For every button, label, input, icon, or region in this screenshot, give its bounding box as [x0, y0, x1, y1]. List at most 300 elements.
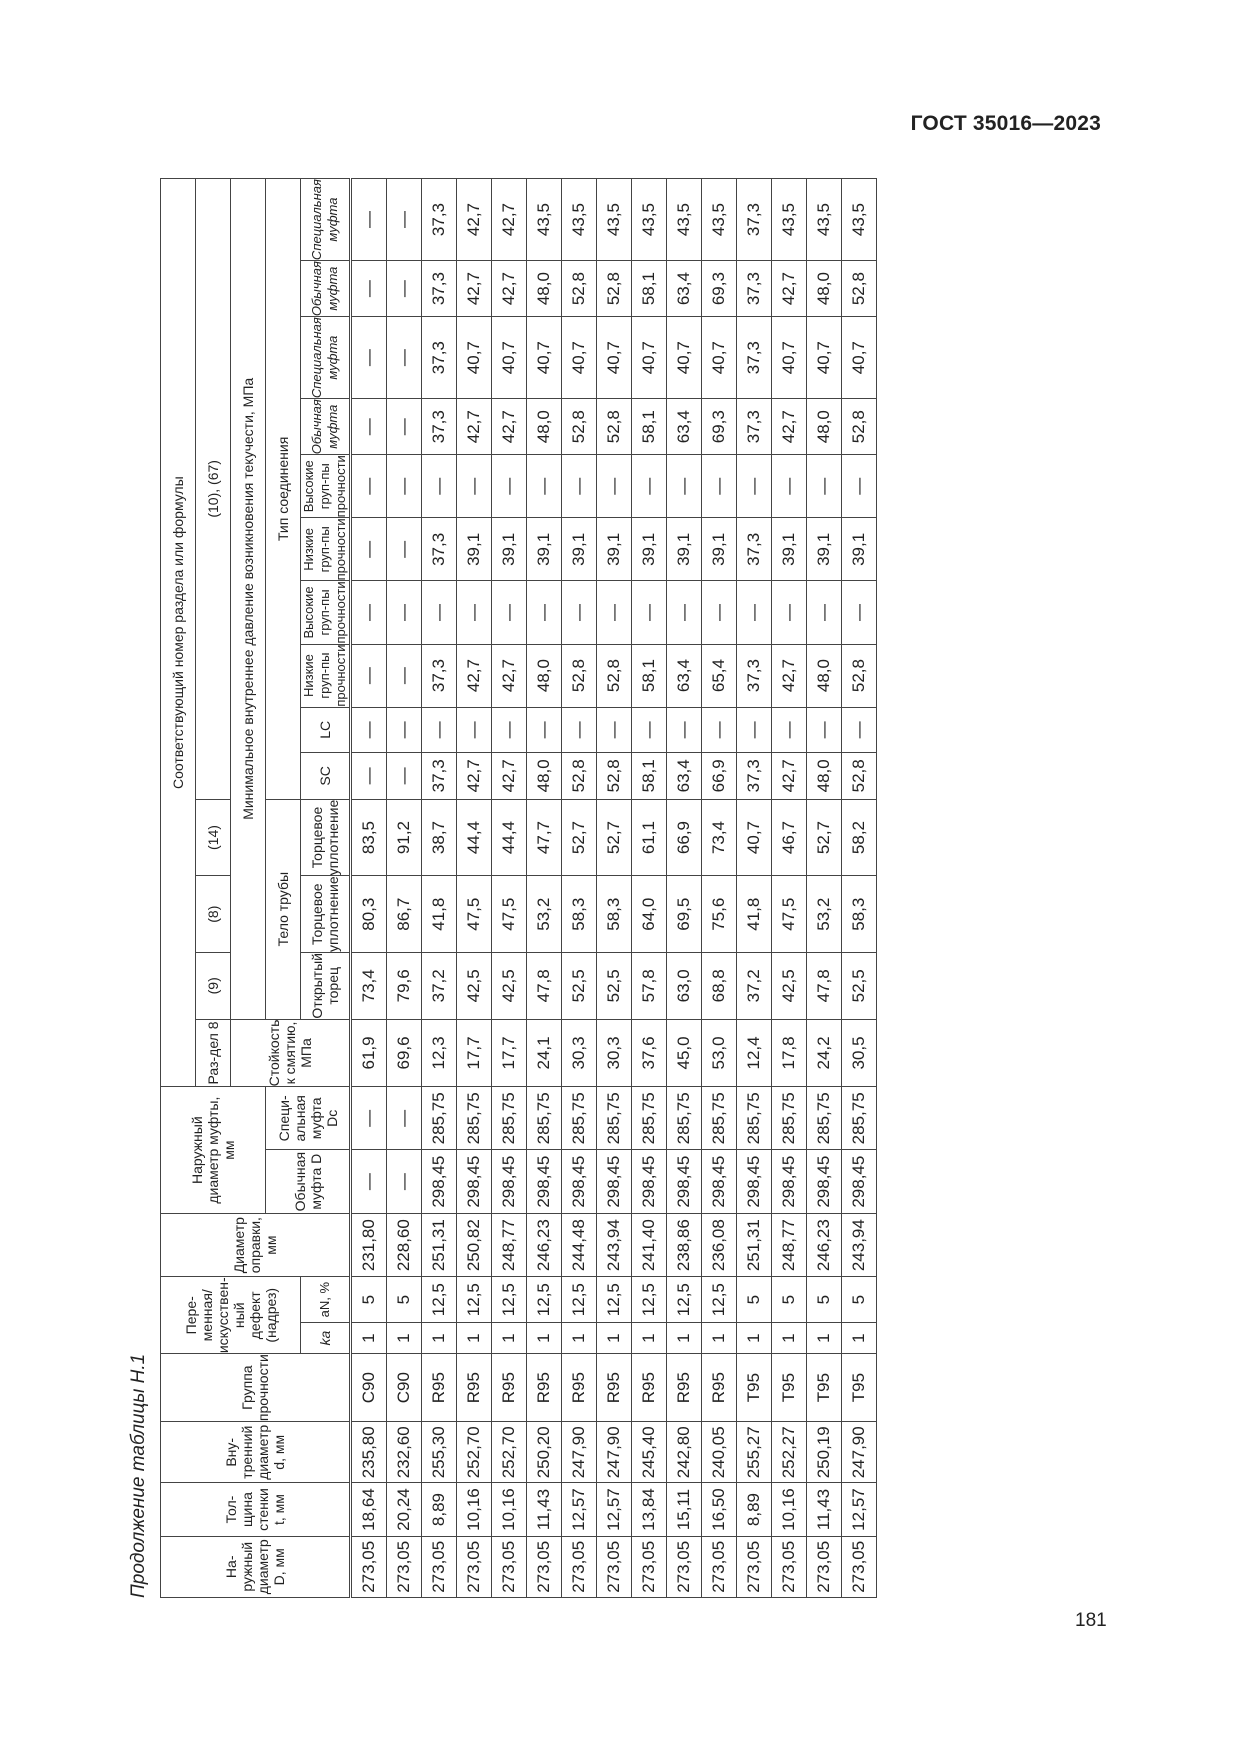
col-ka: ka	[301, 1322, 351, 1353]
table-cell: 13,84	[632, 1483, 667, 1536]
table-row	[492, 179, 527, 1598]
table-cell: 285,75	[772, 1087, 807, 1150]
table-cell: T95	[807, 1354, 842, 1422]
table-cell: 298,45	[597, 1150, 632, 1214]
col-btr-reg-low: Низкие груп-пы прочности	[301, 644, 351, 707]
table-cell: 298,45	[527, 1150, 562, 1214]
table-cell: 273,05	[457, 1536, 492, 1597]
table-cell: —	[772, 707, 807, 752]
table-cell: 47,5	[492, 876, 527, 953]
table-caption: Продолжение таблицы Н.1	[128, 1353, 149, 1598]
table-row	[632, 179, 667, 1598]
table-cell: 5	[842, 1277, 877, 1323]
table-cell: 42,7	[772, 644, 807, 707]
table-cell: 1	[562, 1322, 597, 1353]
table-cell: —	[387, 399, 422, 455]
table-cell: 37,3	[422, 752, 457, 799]
col-ottm-regular: Обычная муфта	[301, 399, 351, 455]
table-cell: 255,27	[737, 1422, 772, 1483]
table-header	[161, 179, 351, 1598]
table-cell: —	[737, 455, 772, 518]
table-cell: 39,1	[667, 518, 702, 581]
table-cell: —	[351, 261, 387, 317]
table-cell: 75,6	[702, 876, 737, 953]
table-cell: 1	[772, 1322, 807, 1353]
table-cell: 58,1	[632, 399, 667, 455]
table-cell: 17,7	[492, 1019, 527, 1087]
table-cell: 42,7	[772, 752, 807, 799]
table-cell: 47,5	[772, 876, 807, 953]
table-cell: —	[562, 455, 597, 518]
table-cell: —	[667, 707, 702, 752]
data-table	[160, 178, 877, 1598]
table-cell: 46,7	[772, 799, 807, 876]
table-cell: 252,70	[457, 1422, 492, 1483]
table-cell: 37,3	[737, 399, 772, 455]
table-cell: R95	[527, 1354, 562, 1422]
table-row	[737, 179, 772, 1598]
table-cell: —	[632, 455, 667, 518]
table-cell: 12,57	[842, 1483, 877, 1536]
table-cell: 37,3	[422, 261, 457, 317]
table-cell: 44,4	[492, 799, 527, 876]
table-cell: —	[422, 455, 457, 518]
table-cell: 11,43	[807, 1483, 842, 1536]
table-cell: 40,7	[457, 317, 492, 399]
col-btr-spec-high: Высокие груп-пы прочности	[301, 455, 351, 518]
table-row	[842, 179, 877, 1598]
table-cell: 30,5	[842, 1019, 877, 1087]
table-cell: 39,1	[527, 518, 562, 581]
col-an: aN, %	[301, 1277, 351, 1323]
table-cell: 42,7	[772, 261, 807, 317]
table-cell: 52,8	[842, 644, 877, 707]
table-cell: 12,5	[457, 1277, 492, 1323]
table-cell: 63,0	[667, 953, 702, 1020]
table-cell: —	[737, 707, 772, 752]
table-cell: 12,57	[562, 1483, 597, 1536]
table-cell: 12,5	[667, 1277, 702, 1323]
col-inner-diameter: Вну-тренний диаметр d, мм	[161, 1422, 351, 1483]
hdr-f9: (9)	[196, 953, 231, 1020]
table-cell: 58,3	[842, 876, 877, 953]
table-cell: 52,8	[597, 399, 632, 455]
table-cell: 52,8	[562, 261, 597, 317]
table-cell: 73,4	[702, 799, 737, 876]
table-cell: —	[387, 179, 422, 261]
table-cell: R95	[422, 1354, 457, 1422]
table-cell: R95	[457, 1354, 492, 1422]
table-cell: —	[457, 455, 492, 518]
table-cell: 243,94	[842, 1213, 877, 1276]
table-cell: 37,3	[422, 644, 457, 707]
col-open-end: Открытый торец	[301, 953, 351, 1020]
table-cell: 52,8	[562, 752, 597, 799]
table-cell: 285,75	[527, 1087, 562, 1150]
table-cell: 43,5	[702, 179, 737, 261]
table-cell: —	[702, 707, 737, 752]
table-cell: 298,45	[632, 1150, 667, 1214]
table-cell: 42,5	[772, 953, 807, 1020]
table-cell: 40,7	[737, 799, 772, 876]
table-cell: —	[387, 317, 422, 399]
table-cell: —	[807, 455, 842, 518]
table-cell: 39,1	[562, 518, 597, 581]
table-cell: 69,5	[667, 876, 702, 953]
table-cell: 48,0	[807, 644, 842, 707]
table-cell: 250,20	[527, 1422, 562, 1483]
table-cell: —	[387, 644, 422, 707]
table-cell: 8,89	[422, 1483, 457, 1536]
table-cell: 248,77	[772, 1213, 807, 1276]
table-cell: 42,7	[457, 179, 492, 261]
table-cell: 42,7	[772, 399, 807, 455]
table-cell: 285,75	[457, 1087, 492, 1150]
table-cell: 42,7	[457, 399, 492, 455]
table-cell: 52,8	[842, 399, 877, 455]
table-cell: 58,3	[597, 876, 632, 953]
table-cell: 40,7	[492, 317, 527, 399]
table-row	[667, 179, 702, 1598]
table-cell: 48,0	[527, 399, 562, 455]
col-defect: Пере-менная/ искусствен-ный дефект (надрез)	[161, 1277, 301, 1354]
table-cell: 37,3	[737, 317, 772, 399]
table-cell: R95	[492, 1354, 527, 1422]
table-cell: —	[387, 1150, 422, 1214]
table-cell: 252,70	[492, 1422, 527, 1483]
table-cell: 83,5	[351, 799, 387, 876]
table-cell: 273,05	[737, 1536, 772, 1597]
table-row	[702, 179, 737, 1598]
table-cell: 44,4	[457, 799, 492, 876]
table-cell: 247,90	[597, 1422, 632, 1483]
table-cell: 285,75	[737, 1087, 772, 1150]
table-cell: —	[422, 707, 457, 752]
table-rotated-container	[120, 178, 1150, 1598]
table-cell: —	[632, 581, 667, 644]
table-cell: 39,1	[632, 518, 667, 581]
table-cell: R95	[562, 1354, 597, 1422]
table-row	[457, 179, 492, 1598]
table-cell: 1	[527, 1322, 562, 1353]
table-cell: 285,75	[702, 1087, 737, 1150]
table-row	[597, 179, 632, 1598]
table-cell: 52,8	[842, 261, 877, 317]
table-cell: 66,9	[667, 799, 702, 876]
table-cell: 251,31	[422, 1213, 457, 1276]
table-cell: T95	[842, 1354, 877, 1422]
col-collapse: Стойкость к смятию, МПа	[231, 1019, 351, 1087]
table-row	[807, 179, 842, 1598]
table-cell: 61,1	[632, 799, 667, 876]
table-row	[351, 179, 387, 1598]
table-cell: 298,45	[422, 1150, 457, 1214]
table-cell: 250,19	[807, 1422, 842, 1483]
table-cell: 285,75	[492, 1087, 527, 1150]
table-cell: 1	[351, 1322, 387, 1353]
table-cell: 242,80	[667, 1422, 702, 1483]
table-cell: 12,5	[597, 1277, 632, 1323]
table-cell: 52,8	[597, 261, 632, 317]
table-cell: 228,60	[387, 1213, 422, 1276]
table-cell: 37,3	[737, 179, 772, 261]
table-cell: 5	[737, 1277, 772, 1323]
table-cell: 43,5	[842, 179, 877, 261]
table-cell: 285,75	[632, 1087, 667, 1150]
table-cell: 42,7	[457, 261, 492, 317]
col-ottg-special: Специальная муфта	[301, 179, 351, 261]
table-cell: 42,7	[492, 399, 527, 455]
table-cell: 43,5	[597, 179, 632, 261]
table-cell: —	[351, 707, 387, 752]
table-cell: 43,5	[807, 179, 842, 261]
table-cell: 69,6	[387, 1019, 422, 1087]
table-cell: 273,05	[492, 1536, 527, 1597]
table-cell: 298,45	[702, 1150, 737, 1214]
table-cell: 18,64	[351, 1483, 387, 1536]
table-cell: —	[597, 581, 632, 644]
table-cell: 40,7	[772, 317, 807, 399]
table-cell: 37,3	[422, 179, 457, 261]
table-cell: 43,5	[772, 179, 807, 261]
table-cell: 58,1	[632, 644, 667, 707]
table-cell: R95	[632, 1354, 667, 1422]
hdr-f10-67: (10), (67)	[196, 179, 231, 800]
table-cell: 241,40	[632, 1213, 667, 1276]
table-cell: 1	[457, 1322, 492, 1353]
table-cell: 5	[351, 1277, 387, 1323]
table-cell: —	[457, 581, 492, 644]
table-cell: 1	[737, 1322, 772, 1353]
table-cell: 1	[597, 1322, 632, 1353]
table-cell: 285,75	[597, 1087, 632, 1150]
table-cell: 63,4	[667, 399, 702, 455]
table-cell: 39,1	[597, 518, 632, 581]
table-cell: —	[492, 455, 527, 518]
table-cell: 5	[772, 1277, 807, 1323]
table-cell: 58,1	[632, 752, 667, 799]
table-cell: 255,30	[422, 1422, 457, 1483]
table-cell: 246,23	[527, 1213, 562, 1276]
table-cell: 58,1	[632, 261, 667, 317]
table-cell: 298,45	[667, 1150, 702, 1214]
table-cell: 12,5	[702, 1277, 737, 1323]
table-cell: 285,75	[422, 1087, 457, 1150]
table-cell: 40,7	[807, 317, 842, 399]
table-cell: T95	[737, 1354, 772, 1422]
table-cell: 1	[492, 1322, 527, 1353]
table-cell: 86,7	[387, 876, 422, 953]
table-cell: 285,75	[842, 1087, 877, 1150]
table-cell: 43,5	[562, 179, 597, 261]
table-cell: 37,3	[422, 518, 457, 581]
table-cell: 248,77	[492, 1213, 527, 1276]
table-cell: 12,5	[492, 1277, 527, 1323]
table-cell: —	[492, 707, 527, 752]
table-cell: 37,3	[422, 317, 457, 399]
table-cell: R95	[597, 1354, 632, 1422]
table-cell: 298,45	[737, 1150, 772, 1214]
table-cell: 273,05	[387, 1536, 422, 1597]
hdr-section-numbers: Соответствующий номер раздела или формулы	[161, 179, 196, 1087]
table-cell: 52,8	[562, 644, 597, 707]
table-cell: 12,3	[422, 1019, 457, 1087]
table-cell: 48,0	[527, 752, 562, 799]
col-special-coupling: Специ-альная муфта Dc	[266, 1087, 351, 1150]
table-cell: 37,3	[737, 518, 772, 581]
table-cell: —	[387, 707, 422, 752]
table-cell: 68,8	[702, 953, 737, 1020]
table-cell: 42,7	[492, 644, 527, 707]
table-cell: —	[632, 707, 667, 752]
col-wall-thickness: Тол-щина стенки t, мм	[161, 1483, 351, 1536]
table-cell: 40,7	[632, 317, 667, 399]
col-sc: SC	[301, 752, 351, 799]
col-btr-reg-high: Высокие груп-пы прочности	[301, 581, 351, 644]
table-cell: 1	[632, 1322, 667, 1353]
table-cell: —	[842, 455, 877, 518]
table-cell: 40,7	[562, 317, 597, 399]
hdr-f14: (14)	[196, 799, 231, 876]
col-outer-diameter: На-ружный диаметр D, мм	[161, 1536, 351, 1597]
table-cell: 48,0	[807, 261, 842, 317]
table-cell: 12,5	[562, 1277, 597, 1323]
table-cell: 64,0	[632, 876, 667, 953]
table-cell: 20,24	[387, 1483, 422, 1536]
col-ottg-regular: Обычная муфта	[301, 261, 351, 317]
table-cell: 52,7	[807, 799, 842, 876]
table-cell: 37,2	[422, 953, 457, 1020]
col-regular-coupling: Обычная муфта D	[266, 1150, 351, 1214]
table-cell: 17,7	[457, 1019, 492, 1087]
table-cell: 53,2	[527, 876, 562, 953]
table-cell: C90	[387, 1354, 422, 1422]
table-cell: 47,7	[527, 799, 562, 876]
table-cell: 69,3	[702, 399, 737, 455]
table-cell: 30,3	[597, 1019, 632, 1087]
table-cell: 53,2	[807, 876, 842, 953]
table-cell: 285,75	[562, 1087, 597, 1150]
table-cell: 39,1	[702, 518, 737, 581]
table-cell: 12,57	[597, 1483, 632, 1536]
table-cell: —	[387, 752, 422, 799]
table-cell: 10,16	[457, 1483, 492, 1536]
table-cell: 298,45	[457, 1150, 492, 1214]
table-cell: 39,1	[772, 518, 807, 581]
table-cell: —	[702, 455, 737, 518]
table-cell: 1	[807, 1322, 842, 1353]
col-coupling-od: Наружный диаметр муфты, мм	[161, 1087, 266, 1214]
table-cell: 246,23	[807, 1213, 842, 1276]
table-row	[387, 179, 422, 1598]
table-cell: 273,05	[422, 1536, 457, 1597]
table-cell: 24,2	[807, 1019, 842, 1087]
table-cell: 42,7	[492, 179, 527, 261]
table-cell: 42,5	[457, 953, 492, 1020]
table-cell: 66,9	[702, 752, 737, 799]
table-cell: 273,05	[842, 1536, 877, 1597]
table-cell: 5	[387, 1277, 422, 1323]
col-end-seal-yield: Торцевое уплотнение	[301, 876, 351, 953]
table-cell: 42,7	[457, 752, 492, 799]
table-cell: 42,7	[457, 644, 492, 707]
table-cell: 30,3	[562, 1019, 597, 1087]
table-cell: 273,05	[667, 1536, 702, 1597]
hdr-razdel8: Раз-дел 8	[196, 1019, 231, 1087]
table-cell: 47,8	[807, 953, 842, 1020]
table-cell: 52,5	[842, 953, 877, 1020]
table-cell: —	[387, 1087, 422, 1150]
table-cell: 48,0	[807, 752, 842, 799]
table-cell: R95	[702, 1354, 737, 1422]
table-cell: 73,4	[351, 953, 387, 1020]
table-cell: 273,05	[772, 1536, 807, 1597]
hdr-min-pressure: Минимальное внутреннее давление возникновения текучести, МПа	[231, 179, 266, 1020]
table-cell: —	[667, 455, 702, 518]
table-cell: 251,31	[737, 1213, 772, 1276]
table-cell: 10,16	[492, 1483, 527, 1536]
table-cell: —	[702, 581, 737, 644]
table-cell: 39,1	[457, 518, 492, 581]
table-cell: 245,40	[632, 1422, 667, 1483]
table-cell: 91,2	[387, 799, 422, 876]
table-cell: 252,27	[772, 1422, 807, 1483]
page-number: 181	[1075, 1610, 1107, 1631]
table-cell: 47,8	[527, 953, 562, 1020]
hdr-pipe-body: Тело трубы	[266, 799, 301, 1019]
table-cell: 15,11	[667, 1483, 702, 1536]
table-cell: 57,8	[632, 953, 667, 1020]
table-cell: 12,5	[422, 1277, 457, 1323]
table-cell: 273,05	[527, 1536, 562, 1597]
table-cell: 42,7	[492, 261, 527, 317]
table-cell: 69,3	[702, 261, 737, 317]
table-cell: 250,82	[457, 1213, 492, 1276]
table-cell: —	[667, 581, 702, 644]
table-cell: —	[807, 581, 842, 644]
table-cell: 63,4	[667, 752, 702, 799]
table-cell: 273,05	[702, 1536, 737, 1597]
document-title: ГОСТ 35016—2023	[910, 112, 1101, 135]
table-cell: —	[737, 581, 772, 644]
col-end-seal-ductile: Торцевое уплотнение	[301, 799, 351, 876]
table-cell: 273,05	[562, 1536, 597, 1597]
col-btr-spec-low: Низкие груп-пы прочности	[301, 518, 351, 581]
table-cell: 40,7	[702, 317, 737, 399]
table-cell: 298,45	[842, 1150, 877, 1214]
table-cell: 5	[807, 1277, 842, 1323]
table-cell: —	[387, 518, 422, 581]
table-cell: 247,90	[842, 1422, 877, 1483]
table-cell: 42,5	[492, 953, 527, 1020]
table-cell: 37,3	[737, 261, 772, 317]
table-cell: 52,7	[562, 799, 597, 876]
table-cell: 40,7	[597, 317, 632, 399]
table-cell: —	[807, 707, 842, 752]
table-cell: 40,7	[842, 317, 877, 399]
table-cell: 273,05	[807, 1536, 842, 1597]
table-cell: 273,05	[632, 1536, 667, 1597]
table-cell: 17,8	[772, 1019, 807, 1087]
table-cell: 39,1	[492, 518, 527, 581]
table-cell: 79,6	[387, 953, 422, 1020]
table-cell: 52,8	[597, 752, 632, 799]
table-cell: —	[351, 179, 387, 261]
table-cell: 235,80	[351, 1422, 387, 1483]
table-cell: 273,05	[351, 1536, 387, 1597]
table-cell: 37,6	[632, 1019, 667, 1087]
table-cell: 48,0	[527, 644, 562, 707]
